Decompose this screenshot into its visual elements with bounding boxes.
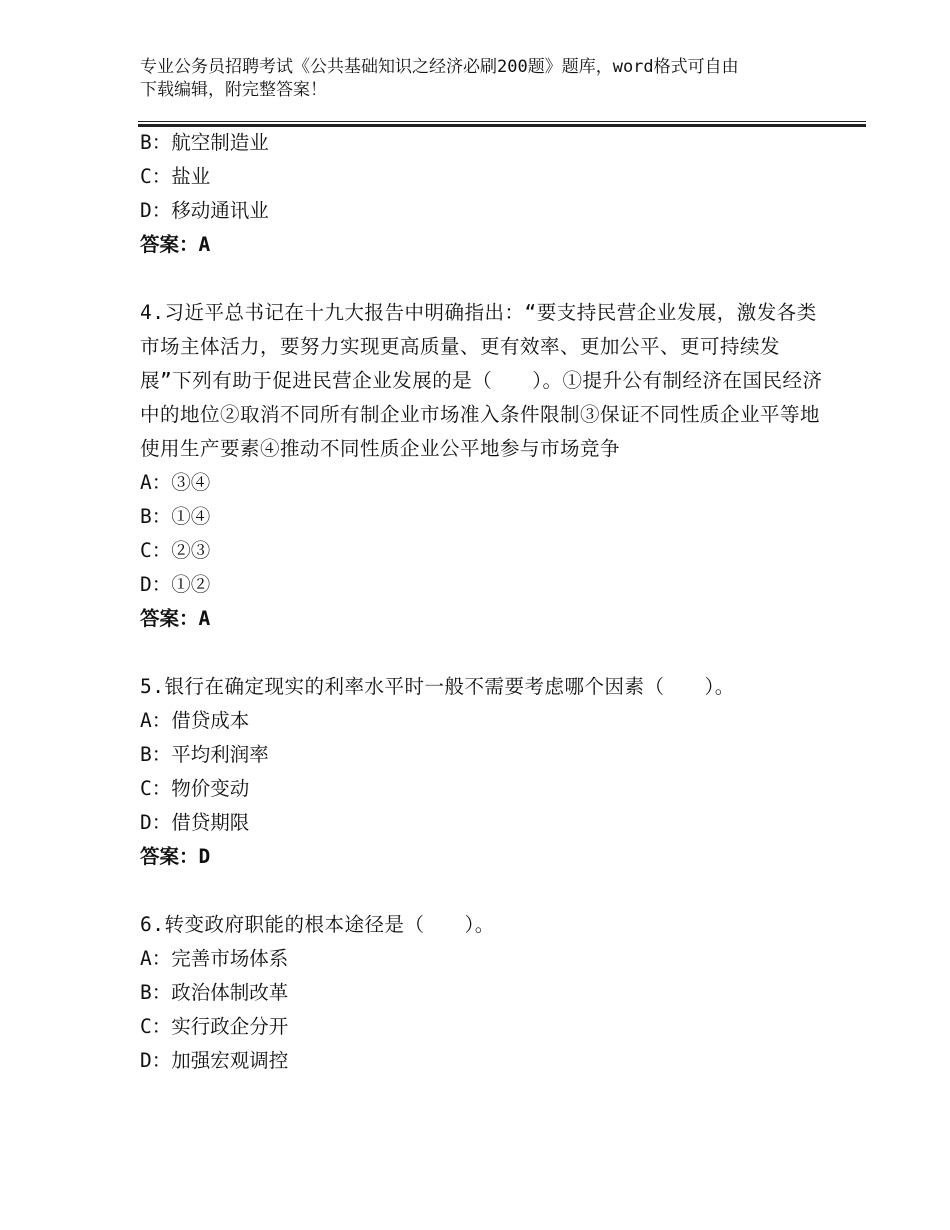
option-c: C：②③ bbox=[140, 539, 211, 562]
question-stem: 6.转变政府职能的根本途径是（ ）。 bbox=[140, 913, 495, 936]
answer: 答案：A bbox=[140, 233, 211, 256]
option-b: B：①④ bbox=[140, 505, 211, 528]
question-3-tail bbox=[140, 126, 830, 262]
option-c: C：实行政企分开 bbox=[140, 1015, 289, 1038]
spacer bbox=[140, 636, 830, 670]
option-c: C：盐业 bbox=[140, 165, 211, 188]
header-line-2: 下载编辑，附完整答案！ bbox=[140, 80, 327, 100]
question-4 bbox=[140, 296, 830, 636]
option-d: D：加强宏观调控 bbox=[140, 1049, 289, 1072]
question-content bbox=[140, 126, 830, 1078]
option-b: B：航空制造业 bbox=[140, 131, 269, 154]
question-stem: 4.习近平总书记在十九大报告中明确指出：“要支持民营企业发展，激发各类市场主体活力，要努力实现更高质量、更有效率、更加公平、更可持续发展”下列有助于促进民营企业发展的是（ ）。①提升公有制经济在国民经济中的地位②取消不同所有制企业市场准入条件限制③保证不同性质企业平等地使用生产要素④推动不同性质企业公平地参与市场竞争 bbox=[140, 301, 823, 460]
header-line-1: 专业公务员招聘考试《公共基础知识之经济必刷200题》题库，word格式可自由 bbox=[140, 57, 739, 77]
option-a: A：完善市场体系 bbox=[140, 947, 289, 970]
option-a: A：借贷成本 bbox=[140, 709, 250, 732]
header-rule-thin bbox=[138, 121, 866, 122]
answer: 答案：A bbox=[140, 607, 211, 630]
document-header bbox=[140, 56, 820, 102]
option-d: D：移动通讯业 bbox=[140, 199, 269, 222]
answer: 答案：D bbox=[140, 845, 211, 868]
option-b: B：平均利润率 bbox=[140, 743, 269, 766]
option-d: D：①② bbox=[140, 573, 211, 596]
option-d: D：借贷期限 bbox=[140, 811, 250, 834]
spacer bbox=[140, 262, 830, 296]
question-5 bbox=[140, 670, 830, 874]
option-c: C：物价变动 bbox=[140, 777, 250, 800]
question-6 bbox=[140, 908, 830, 1078]
question-stem: 5.银行在确定现实的利率水平时一般不需要考虑哪个因素（ ）。 bbox=[140, 675, 735, 698]
spacer bbox=[140, 874, 830, 908]
option-a: A：③④ bbox=[140, 471, 211, 494]
option-b: B：政治体制改革 bbox=[140, 981, 289, 1004]
